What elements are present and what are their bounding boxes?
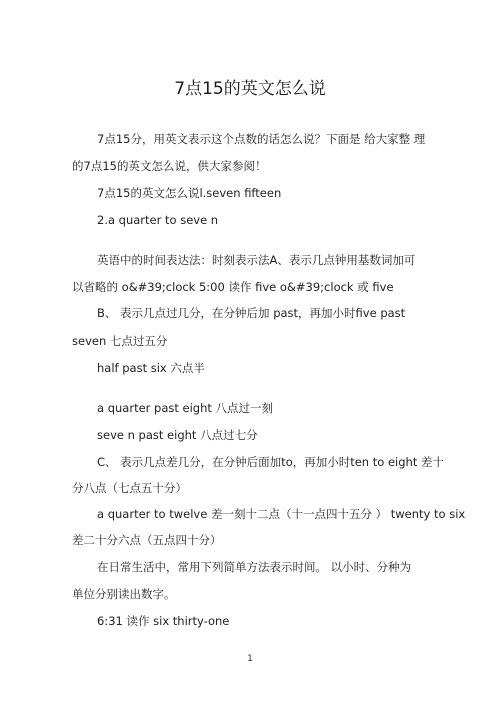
- paragraph-line: a quarter to twelve 差一刻十二点（十一点四十五分 ） twenty to six: [97, 507, 466, 521]
- paragraph-line: C、 表示几点差几分，在分钟后面加to，再加小时ten to eight 差十: [97, 455, 444, 469]
- page-title: 7点15的英文怎么说: [174, 79, 326, 99]
- paragraph-line: 的7点15的英文怎么说，供大家参阅！: [72, 159, 267, 173]
- paragraph-line: 单位分别读出数字。: [72, 587, 176, 601]
- paragraph-line: a quarter past eight 八点过一刻: [97, 401, 274, 415]
- paragraph-line: 6:31 读作 six thirty-one: [97, 614, 230, 628]
- paragraph-line: 2.a quarter to seve n: [97, 213, 219, 227]
- paragraph-line: half past six 六点半: [97, 361, 205, 375]
- paragraph-line: seven 七点过五分: [72, 334, 168, 348]
- paragraph-line: 7点15分，用英文表示这个点数的话怎么说？下面是 给大家整 理: [97, 132, 426, 146]
- paragraph-line: 差二十分六点（五点四十分）: [72, 533, 222, 547]
- paragraph-line: B、 表示几点过几分，在分钟后加 past，再加小时five past: [97, 306, 406, 320]
- paragraph-line: 英语中的时间表达法：时刻表示法A、表示几点钟用基数词加可: [97, 253, 416, 267]
- paragraph-line: seve n past eight 八点过七分: [97, 428, 258, 442]
- paragraph-line: 分八点（七点五十分）: [72, 481, 187, 495]
- page-number: 1: [247, 654, 253, 664]
- paragraph-line: 7点15的英文怎么说l.seven fifteen: [97, 186, 282, 200]
- paragraph-line: 在日常生活中，常用下列简单方法表示时间。 以小时、分种为: [97, 560, 412, 574]
- paragraph-line: 以省略的 o&#39;clock 5:00 读作 five o&#39;clock 或 five: [72, 280, 394, 294]
